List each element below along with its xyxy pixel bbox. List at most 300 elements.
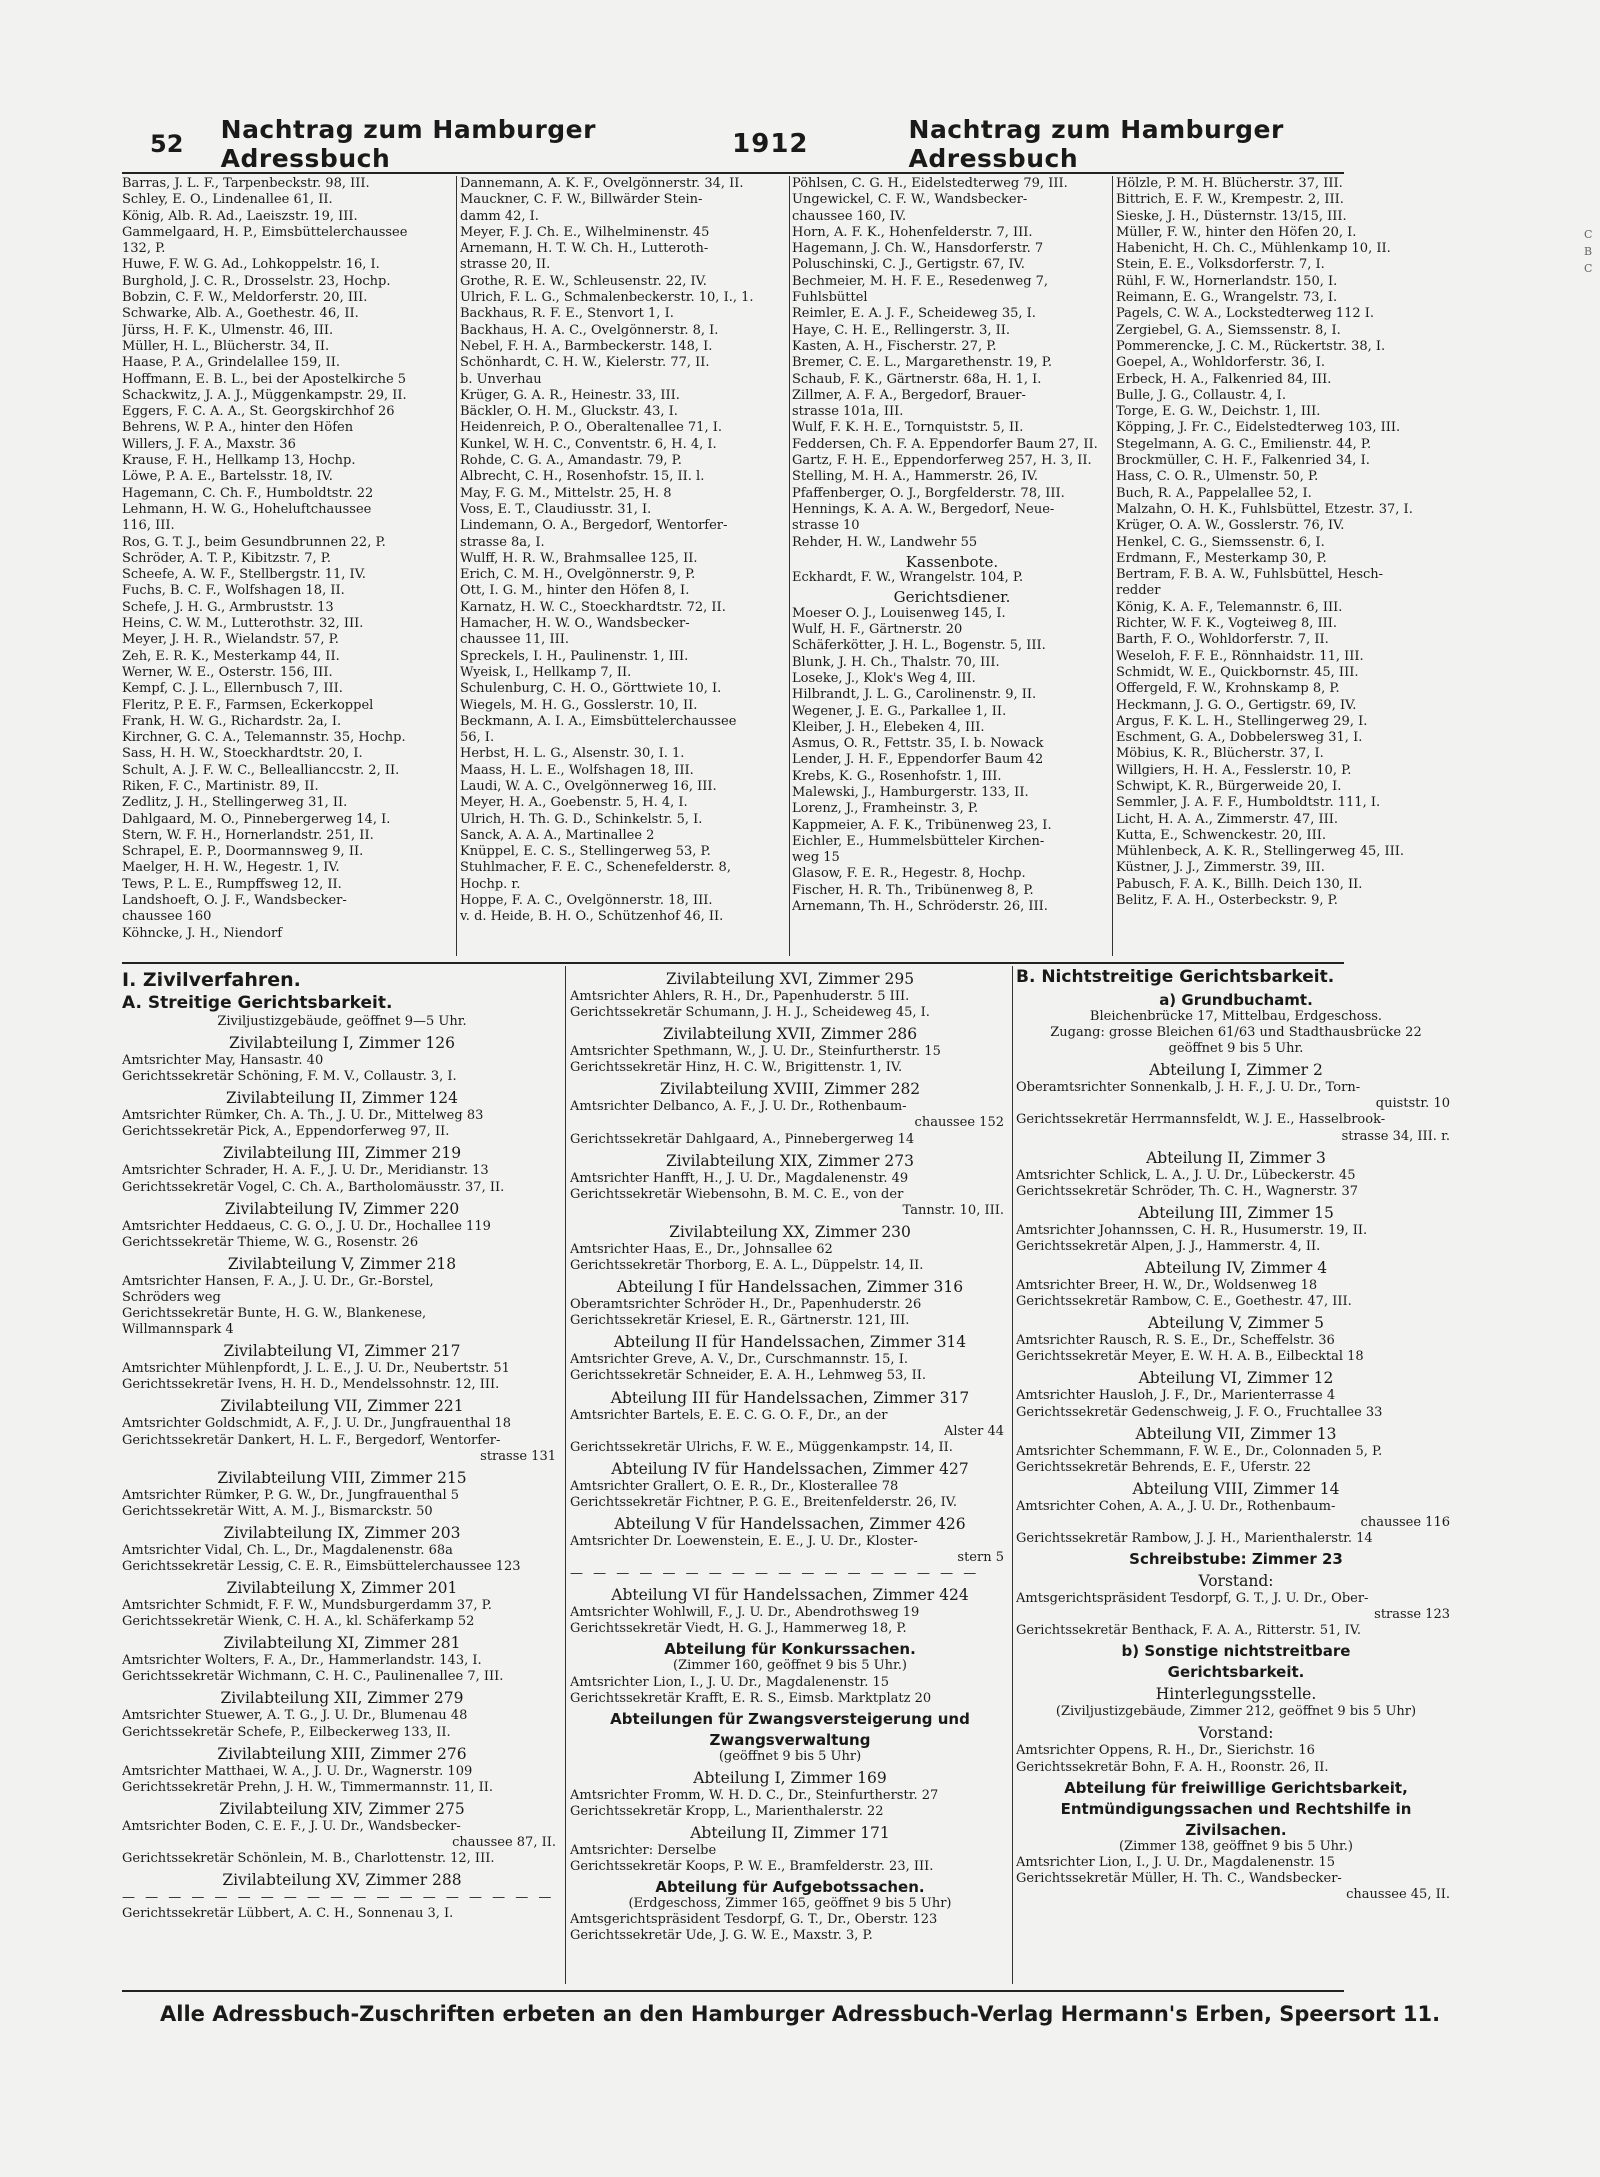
edge-fragment: C <box>1584 228 1593 241</box>
entry-line: Gerichtssekretär Thieme, W. G., Rosenstr. 26 <box>122 1234 419 1250</box>
entry-line: Schröder, A. T. P., Kibitzstr. 7, P. <box>122 550 332 566</box>
entry-line: Blunk, J. H. Ch., Thalstr. 70, III. <box>792 654 1000 670</box>
bold-heading: Schreibstube: Zimmer 23 <box>1129 1550 1343 1569</box>
entry-line: Bittrich, E. F. W., Krempestr. 2, III. <box>1116 192 1344 208</box>
entry-line: Laudi, W. A. C., Övelgönnerweg 16, III. <box>460 778 717 794</box>
entry-line: Amtsrichter Hanfft, H., J. U. Dr., Magdalenenstr. 49 <box>570 1170 909 1186</box>
entry-line: Oberamtsrichter Schröder H., Dr., Papenhuderstr. 26 <box>570 1297 922 1313</box>
subsection-heading: Abteilung I für Handelssachen, Zimmer 316 <box>616 1278 964 1297</box>
entry-line: Amtsrichter Rümker, Ch. A. Th., J. U. Dr., Mittelweg 83 <box>122 1108 484 1124</box>
entry-line: Brockmüller, C. H. F., Falkenried 34, I. <box>1116 453 1370 469</box>
entry-line: Gerichtssekretär Lessig, C. E. R., Eimsbüttelerchaussee 123 <box>122 1558 521 1574</box>
entry-line: Amtsrichter Stuewer, A. T. G., J. U. Dr., Blumenau 48 <box>122 1708 468 1724</box>
subsection-heading: Zivilabteilung IV, Zimmer 220 <box>224 1199 460 1218</box>
entry-line: Erich, C. M. H., Övelgönnerstr. 9, P. <box>460 567 696 583</box>
bold-heading: b) Sonstige nichtstreitbare <box>1121 1642 1351 1661</box>
entry-line: Herbst, H. L. G., Alsenstr. 30, I. 1. <box>460 746 685 762</box>
column-divider <box>1112 176 1113 956</box>
subsection-heading: Abteilung V für Handelssachen, Zimmer 426 <box>614 1514 966 1533</box>
column-divider <box>565 966 566 1984</box>
entry-line: Hagemann, C. Ch. F., Humboldtstr. 22 <box>122 485 374 501</box>
entry-line: Willers, J. F. A., Maxstr. 36 <box>122 436 296 452</box>
entry-line: Habenicht, H. Ch. C., Mühlenkamp 10, II. <box>1116 241 1391 257</box>
entry-line: Schäferkötter, J. H. L., Bogenstr. 5, III. <box>792 638 1046 654</box>
entry-line: Poluschinski, C. J., Gertigstr. 67, IV. <box>792 257 1025 273</box>
bold-heading: Gerichtsbarkeit. <box>1167 1663 1305 1682</box>
entry-line: Huwe, F. W. G. Ad., Lohkoppelstr. 16, I. <box>122 257 380 273</box>
entry-line: Amtsrichter Rümker, P. G. W., Dr., Jungfrauenthal 5 <box>122 1487 460 1503</box>
entry-line: b. Unverhau <box>460 371 542 387</box>
bold-heading: Abteilungen für Zwangsversteigerung und <box>610 1709 970 1728</box>
entry-line: Lorenz, J., Framheinstr. 3, P. <box>792 801 979 817</box>
subsection-heading: Zivilabteilung I, Zimmer 126 <box>229 1034 455 1053</box>
entry-line: Kleiber, J. H., Elebeken 4, III. <box>792 719 985 735</box>
subsection-heading: Zivilabteilung III, Zimmer 219 <box>222 1144 462 1163</box>
entry-line: Amtsrichter Grallert, O. E. R., Dr., Klosterallee 78 <box>570 1478 899 1494</box>
entry-line: Schrapel, E. P., Doormannsweg 9, II. <box>122 844 364 860</box>
entry-line: Gerichtssekretär Bunte, H. G. W., Blankenese, <box>122 1306 427 1322</box>
entry-line: Reimler, E. A. J. F., Scheideweg 35, I. <box>792 306 1036 322</box>
entry-line: Gerichtssekretär Lübbert, A. C. H., Sonnenau 3, I. <box>122 1906 454 1922</box>
entry-line: Gerichtssekretär Behrends, E. F., Uferstr. 22 <box>1016 1459 1311 1475</box>
entry-line: Mühlenbeck, A. K. R., Stellingerweg 45, III. <box>1116 844 1405 860</box>
subsection-heading: Zivilabteilung XI, Zimmer 281 <box>223 1634 461 1653</box>
subsection-heading: Abteilung V, Zimmer 5 <box>1147 1314 1325 1333</box>
directory-column-3 <box>792 176 1112 915</box>
subsection-heading: Abteilung IV, Zimmer 4 <box>1144 1259 1328 1278</box>
entry-line: Pabusch, F. A. K., Billh. Deich 130, II. <box>1116 876 1363 892</box>
entry-line: Schwarke, Alb. A., Goethestr. 46, II. <box>122 306 359 322</box>
entry-line: Nebel, F. H. A., Barmbeckerstr. 148, I. <box>460 338 713 354</box>
entry-line: Amtsrichter Vidal, Ch. L., Dr., Magdalenenstr. 68a <box>122 1542 453 1558</box>
entry-line: Gerichtssekretär Viedt, H. G. J., Hammerweg 18, P. <box>570 1621 907 1637</box>
entry-line: 56, I. <box>460 730 495 746</box>
division-heading: B. Nichtstreitige Gerichtsbarkeit. <box>1016 967 1335 987</box>
entry-line: strasse 10 <box>792 518 860 534</box>
entry-line: Stern, W. F. H., Hornerlandstr. 251, II. <box>122 827 374 843</box>
bold-heading: a) Grundbuchamt. <box>1159 991 1313 1009</box>
entry-line: Gerichtssekretär Benthack, F. A. A., Ritterstr. 51, IV. <box>1016 1623 1361 1639</box>
placeholder-dashes: — — — — — — — — — — — — — — — — — — — <box>122 1890 555 1906</box>
entry-line: Hoppe, F. A. C., Övelgönnerstr. 18, III. <box>460 893 713 909</box>
entry-line: Lender, J. H. F., Eppendorfer Baum 42 <box>792 752 1044 768</box>
placeholder-dashes: — — — — — — — — — — — — — — — — — — <box>570 1566 980 1582</box>
entry-line: Karnatz, H. W. C., Stoeckhardtstr. 72, II. <box>460 599 726 615</box>
directory-column-4 <box>1116 176 1446 909</box>
entry-line: Schefe, J. H. G., Armbruststr. 13 <box>122 599 334 615</box>
entry-line: Arnemann, Th. H., Schröderstr. 26, III. <box>792 899 1048 915</box>
entry-line: Amtsrichter Lion, I., J. U. Dr., Magdalenenstr. 15 <box>570 1674 890 1690</box>
entry-line: Spreckels, I. H., Paulinenstr. 1, III. <box>460 648 689 664</box>
entry-line: Amtsrichter Schrader, H. A. F., J. U. Dr., Meridianstr. 13 <box>122 1163 489 1179</box>
entry-line: Amtsrichter Wohlwill, F., J. U. Dr., Abendrothsweg 19 <box>570 1605 920 1621</box>
entry-line: Kempf, C. J. L., Ellernbusch 7, III. <box>122 681 343 697</box>
entry-line: Licht, H. A. A., Zimmerstr. 47, III. <box>1116 811 1339 827</box>
entry-line: Malzahn, O. H. K., Fuhlsbüttel, Etzestr. 37, I. <box>1116 501 1413 517</box>
entry-line: 132, P. <box>122 241 166 257</box>
entry-line: Wegener, J. E. G., Parkallee 1, II. <box>792 703 1007 719</box>
entry-line: Möbius, K. R., Blücherstr. 37, I. <box>1116 746 1324 762</box>
entry-line: König, Alb. R. Ad., Laeiszstr. 19, III. <box>122 208 358 224</box>
entry-line: Backhaus, H. A. C., Övelgönnerstr. 8, I. <box>460 322 719 338</box>
entry-line: Stein, E. E., Volksdorferstr. 7, I. <box>1116 257 1325 273</box>
running-title-left: Nachtrag zum Hamburger Adressbuch <box>220 115 596 173</box>
entry-line: Goepel, A., Wohldorferstr. 36, I. <box>1116 355 1326 371</box>
entry-line: Torge, E. G. W., Deichstr. 1, III. <box>1116 404 1321 420</box>
entry-line: Grothe, R. E. W., Schleusenstr. 22, IV. <box>460 273 707 289</box>
entry-line: Gerichtssekretär Wienk, C. H. A., kl. Schäferkamp 52 <box>122 1614 475 1630</box>
entry-line: Amtsrichter: Derselbe <box>570 1843 717 1858</box>
entry-line: Zillmer, A. F. A., Bergedorf, Brauer- <box>792 387 1026 403</box>
column-divider <box>1012 966 1013 1984</box>
subsection-heading: Vorstand: <box>1198 1724 1274 1743</box>
entry-line: Köhncke, J. H., Niendorf <box>122 925 283 941</box>
entry-line: Wyeisk, I., Hellkamp 7, II. <box>460 664 632 680</box>
entry-line: Gerichtssekretär Fichtner, P. G. E., Breitenfelderstr. 26, IV. <box>570 1494 958 1510</box>
entry-line: Jürss, H. F. K., Ulmenstr. 46, III. <box>122 322 334 338</box>
note-line: Bleichenbrücke 17, Mittelbau, Erdgeschoss. <box>1089 1009 1383 1024</box>
entry-line: Meyer, J. H. R., Wielandstr. 57, P. <box>122 632 339 648</box>
entry-line: Pommerencke, J. C. M., Rückertstr. 38, I. <box>1116 338 1386 354</box>
entry-line: König, K. A. F., Telemannstr. 6, III. <box>1116 599 1343 615</box>
entry-line: Gerichtssekretär Kriesel, E. R., Gärtnerstr. 121, III. <box>570 1313 910 1329</box>
entry-line: Amtsrichter Lion, I., J. U. Dr., Magdalenenstr. 15 <box>1016 1854 1336 1870</box>
entry-line: Zedlitz, J. H., Stellingerweg 31, II. <box>122 795 348 811</box>
entry-line: Gerichtssekretär Rambow, C. E., Goethestr. 47, III. <box>1016 1294 1352 1310</box>
entry-line: Bulle, J. G., Collaustr. 4, I. <box>1116 387 1286 403</box>
entry-line: Hamacher, H. W. O., Wandsbecker- <box>460 616 690 632</box>
entry-line: Asmus, O. R., Fettstr. 35, I. b. Nowack <box>792 736 1044 752</box>
directory-column-1 <box>122 176 457 942</box>
entry-line: damm 42, I. <box>460 208 539 224</box>
entry-line: Schröders weg <box>122 1289 221 1305</box>
entry-line: Feddersen, Ch. F. A. Eppendorfer Baum 27, II. <box>792 436 1098 452</box>
entry-line: Gerichtssekretär Ude, J. G. W. E., Maxstr. 3, P. <box>570 1928 873 1944</box>
entry-line: Zergiebel, G. A., Siemssenstr. 8, I. <box>1116 322 1341 338</box>
entry-line: Amtsrichter May, Hansastr. 40 <box>122 1053 324 1069</box>
subsection-heading: Gerichtsdiener. <box>893 588 1011 607</box>
entry-line: Erbeck, H. A., Falkenried 84, III. <box>1116 371 1332 387</box>
entry-line: Amtsrichter Matthaei, W. A., J. U. Dr., Wagnerstr. 109 <box>122 1763 473 1779</box>
subsection-heading: Abteilung VIII, Zimmer 14 <box>1132 1479 1340 1498</box>
entry-line: Erdmann, F., Mesterkamp 30, P. <box>1116 550 1327 566</box>
subsection-heading: Zivilabteilung VII, Zimmer 221 <box>220 1397 464 1416</box>
entry-line: Horn, A. F. K., Hohenfelderstr. 7, III. <box>792 224 1033 240</box>
entry-line: Ott, I. G. M., hinter den Höfen 8, I. <box>460 583 690 599</box>
entry-line: Haye, C. H. E., Rellingerstr. 3, II. <box>792 322 1011 338</box>
subsection-heading: Vorstand: <box>1198 1572 1274 1591</box>
subsection-heading: Zivilabteilung II, Zimmer 124 <box>225 1089 458 1108</box>
subsection-heading: Zivilabteilung XVII, Zimmer 286 <box>662 1025 918 1044</box>
entry-line: Amtsrichter Wolters, F. A., Dr., Hammerlandstr. 143, I. <box>122 1653 482 1669</box>
entry-line: Argus, F. K. L. H., Stellingerweg 29, I. <box>1116 713 1368 729</box>
entry-line: Amtsrichter Cohen, A. A., J. U. Dr., Rothenbaum- <box>1016 1498 1336 1514</box>
entry-line: Gerichtssekretär Schefe, P., Eilbeckerweg 133, II. <box>122 1724 451 1740</box>
entry-line: Bremer, C. E. L., Margarethenstr. 19, P. <box>792 355 1052 371</box>
entry-line: Amtsrichter Hausloh, J. F., Dr., Marienterrasse 4 <box>1016 1388 1336 1404</box>
entry-line: Landshoeft, O. J. F., Wandsbecker- <box>122 893 347 909</box>
entry-line: Scheefe, A. W. F., Stellbergstr. 11, IV. <box>122 567 366 583</box>
entry-line: Schwipt, K. R., Bürgerweide 20, I. <box>1116 778 1342 794</box>
entry-line: v. d. Heide, B. H. O., Schützenhof 46, II. <box>460 909 724 925</box>
entry-line: Heidenreich, P. O., Oberaltenallee 71, I. <box>460 420 722 436</box>
entry-line: Amtsrichter Dr. Loewenstein, E. E., J. U. Dr., Kloster- <box>570 1533 918 1549</box>
note-line: geöffnet 9 bis 5 Uhr. <box>1168 1041 1304 1057</box>
entry-line: Amtsrichter Goldschmidt, A. F., J. U. Dr., Jungfrauenthal 18 <box>122 1416 512 1432</box>
entry-line: Amtsrichter Boden, C. E. F., J. U. Dr., Wandsbecker- <box>122 1818 461 1834</box>
entry-line: Glasow, F. E. R., Hegestr. 8, Hochp. <box>792 866 1026 882</box>
entry-line: Ungewickel, C. F. W., Wandsbecker- <box>792 192 1028 208</box>
entry-line: Buch, R. A., Pappelallee 52, I. <box>1116 485 1312 501</box>
entry-line: Frank, H. W. G., Richardstr. 2a, I. <box>122 713 342 729</box>
entry-line: Richter, W. F. K., Vogteiweg 8, III. <box>1116 616 1338 632</box>
subsection-heading: Zivilabteilung XIV, Zimmer 275 <box>219 1799 465 1818</box>
entry-continuation: chaussee 152 <box>914 1115 1004 1131</box>
entry-line: Amtsrichter Bartels, E. E. C. G. O. F., Dr., an der <box>570 1407 888 1423</box>
entry-line: strasse 20, II. <box>460 257 551 273</box>
entry-continuation: Tannstr. 10, III. <box>902 1202 1004 1218</box>
entry-line: Müller, F. W., hinter den Höfen 20, I. <box>1116 224 1357 240</box>
note-line: Zugang: grosse Bleichen 61/63 und Stadthausbrücke 22 <box>1050 1025 1422 1041</box>
subsection-heading: Zivilabteilung XX, Zimmer 230 <box>669 1222 911 1241</box>
court-section-middle <box>570 966 1010 1944</box>
entry-line: Amtsrichter Schemmann, F. W. E., Dr., Colonnaden 5, P. <box>1016 1443 1383 1459</box>
entry-line: Semmler, J. A. F. F., Humboldtstr. 111, I. <box>1116 795 1381 811</box>
subsection-heading: Abteilung III, Zimmer 15 <box>1138 1203 1334 1222</box>
entry-line: Amtsrichter Spethmann, W., J. U. Dr., Steinfurtherstr. 15 <box>570 1044 941 1060</box>
entry-line: Wulff, H. R. W., Brahmsallee 125, II. <box>460 550 698 566</box>
entry-continuation: chaussee 45, II. <box>1346 1886 1450 1902</box>
entry-line: Gerichtssekretär Hinz, H. C. W., Brigittenstr. 1, IV. <box>570 1060 903 1076</box>
entry-line: Gerichtssekretär Dankert, H. L. F., Bergedorf, Wentorfer- <box>122 1432 501 1448</box>
bold-heading: Abteilung für Konkurssachen. <box>664 1640 916 1659</box>
subsection-heading: Zivilabteilung XIX, Zimmer 273 <box>666 1151 914 1170</box>
entry-line: Riken, F. C., Martinistr. 89, II. <box>122 778 319 794</box>
entry-line: Kunkel, W. H. C., Conventstr. 6, H. 4, I. <box>460 436 717 452</box>
entry-line: Offergeld, F. W., Krohnskamp 8, P. <box>1116 681 1340 697</box>
entry-line: Sass, H. H. W., Stoeckhardtstr. 20, I. <box>122 746 363 762</box>
subsection-heading: Abteilung VII, Zimmer 13 <box>1135 1424 1337 1443</box>
entry-line: Lindemann, O. A., Bergedorf, Wentorfer- <box>460 518 728 534</box>
entry-continuation: quiststr. 10 <box>1375 1096 1450 1112</box>
header-rule <box>122 172 1344 174</box>
entry-line: Schaub, F. K., Gärtnerstr. 68a, H. 1, I. <box>792 371 1042 387</box>
entry-line: Amtsrichter Haas, E., Dr., Johnsallee 62 <box>570 1241 833 1257</box>
entry-line: Haase, P. A., Grindelallee 159, II. <box>122 355 340 371</box>
entry-line: Gerichtssekretär Kropp, L., Marienthalerstr. 22 <box>570 1803 884 1819</box>
entry-line: Voss, E. T., Claudiusstr. 31, I. <box>460 501 652 517</box>
entry-line: Gerichtssekretär Schöning, F. M. V., Collaustr. 3, I. <box>122 1069 457 1085</box>
entry-line: Gerichtssekretär Rambow, J. J. H., Marienthalerstr. 14 <box>1016 1530 1373 1546</box>
entry-line: Amtsrichter Greve, A. V., Dr., Curschmannstr. 15, I. <box>570 1352 908 1368</box>
entry-line: Amtsrichter Ahlers, R. H., Dr., Papenhuderstr. 5 III. <box>570 989 910 1004</box>
note-line: (geöffnet 9 bis 5 Uhr) <box>718 1748 862 1764</box>
entry-line: Schulenburg, C. H. O., Görttwiete 10, I. <box>460 681 722 697</box>
entry-line: Malewski, J., Hamburgerstr. 133, II. <box>792 784 1029 800</box>
entry-line: Löwe, P. A. E., Bartelsstr. 18, IV. <box>122 469 333 485</box>
entry-line: Wulf, F. K. H. E., Tornquiststr. 5, II. <box>792 420 1024 436</box>
entry-line: Amtsrichter Oppens, R. H., Dr., Sierichstr. 16 <box>1016 1743 1315 1759</box>
entry-line: Gerichtssekretär Gedenschweig, J. F. O., Fruchtallee 33 <box>1016 1404 1383 1420</box>
entry-line: Hagemann, J. Ch. W., Hansdorferstr. 7 <box>792 241 1044 257</box>
edge-fragment: B <box>1584 245 1593 258</box>
subsection-heading: Zivilabteilung VIII, Zimmer 215 <box>217 1468 467 1487</box>
entry-line: Zeh, E. R. K., Mesterkamp 44, II. <box>122 648 340 664</box>
entry-continuation: strasse 123 <box>1374 1607 1450 1623</box>
entry-line: chaussee 160, IV. <box>792 208 907 224</box>
note-line: (Zimmer 138, geöffnet 9 bis 5 Uhr.) <box>1119 1838 1353 1854</box>
entry-line: Meyer, H. A., Goebenstr. 5, H. 4, I. <box>460 795 688 811</box>
entry-continuation: stern 5 <box>957 1550 1004 1566</box>
entry-line: Amtsrichter Delbanco, A. F., J. U. Dr., Rothenbaum- <box>570 1099 907 1115</box>
entry-line: Amtsrichter Schlick, L. A., J. U. Dr., Lübeckerstr. 45 <box>1016 1167 1356 1183</box>
entry-line: Gerichtssekretär Herrmannsfeldt, W. J. E., Hasselbrook- <box>1016 1112 1386 1128</box>
entry-line: Eschment, G. A., Dobbelersweg 31, I. <box>1116 730 1363 746</box>
entry-continuation: strasse 131 <box>480 1448 556 1464</box>
entry-line: Ulrich, H. Th. G. D., Schinkelstr. 5, I. <box>460 811 703 827</box>
entry-line: Wulf, H. F., Gärtnerstr. 20 <box>792 622 963 638</box>
entry-line: Amtsrichter Rausch, R. S. E., Dr., Scheffelstr. 36 <box>1016 1333 1335 1349</box>
subsection-heading: Abteilung I, Zimmer 2 <box>1149 1061 1323 1080</box>
entry-line: Amtsrichter Fromm, W. H. D. C., Dr., Steinfurtherstr. 27 <box>570 1787 939 1803</box>
entry-line: Stegelmann, A. G. C., Emilienstr. 44, P. <box>1116 436 1372 452</box>
subsection-heading: Zivilabteilung XV, Zimmer 288 <box>222 1871 462 1890</box>
entry-line: Dannemann, A. K. F., Övelgönnerstr. 34, II. <box>460 176 744 191</box>
column-divider <box>789 176 790 956</box>
page-number: 52 <box>150 130 184 158</box>
entry-line: Arnemann, H. T. W. Ch. H., Lutteroth- <box>460 241 709 257</box>
note-line: Ziviljustizgebäude, geöffnet 9—5 Uhr. <box>217 1014 467 1029</box>
entry-line: Pöhlsen, C. G. H., Eidelstedterweg 79, III. <box>792 176 1068 191</box>
entry-line: Gerichtssekretär Witt, A. M. J., Bismarckstr. 50 <box>122 1503 433 1519</box>
entry-line: Knüppel, E. C. S., Stellingerweg 53, P. <box>460 844 711 860</box>
entry-line: weg 15 <box>792 850 840 866</box>
note-line: (Ziviljustizgebäude, Zimmer 212, geöffnet 9 bis 5 Uhr) <box>1055 1704 1417 1720</box>
note-line: (Erdgeschoss, Zimmer 165, geöffnet 9 bis 5 Uhr) <box>628 1896 952 1912</box>
entry-line: Fuhlsbüttel <box>792 290 868 306</box>
entry-line: Krebs, K. G., Rosenhofstr. 1, III. <box>792 768 1002 784</box>
entry-line: Oberamtsrichter Sonnenkalb, J. H. F., J. U. Dr., Torn- <box>1016 1080 1361 1096</box>
entry-line: Gerichtssekretär Pick, A., Eppendorferweg 97, II. <box>122 1124 450 1140</box>
running-title-right: Nachtrag zum Hamburger Adressbuch <box>908 115 1284 173</box>
entry-line: Rohde, C. G. A., Amandastr. 79, P. <box>460 453 682 469</box>
entry-line: redder <box>1116 583 1161 599</box>
entry-line: Behrens, W. P. A., hinter den Höfen <box>122 420 354 436</box>
entry-continuation: chaussee 87, II. <box>452 1834 556 1850</box>
entry-line: chaussee 160 <box>122 909 212 925</box>
subsection-heading: Zivilabteilung XVI, Zimmer 295 <box>665 970 915 988</box>
bold-heading: Zivilsachen. <box>1185 1820 1287 1839</box>
publisher-notice: Alle Adressbuch-Zuschriften erbeten an den Hamburger Adressbuch-Verlag Hermann's Erben, Speersort 11. <box>160 2002 1441 2026</box>
entry-line: strasse 8a, I. <box>460 534 545 550</box>
entry-line: Müller, H. L., Blücherstr. 34, II. <box>122 338 330 354</box>
entry-line: Maelger, H. H. W., Hegestr. 1, IV. <box>122 860 340 876</box>
entry-line: Krüger, G. A. R., Heinestr. 33, III. <box>460 387 680 403</box>
entry-line: Maass, H. L. E., Wolfshagen 18, III. <box>460 762 694 778</box>
entry-line: Hölzle, P. M. H. Blücherstr. 37, III. <box>1116 176 1343 191</box>
entry-continuation: Alster 44 <box>943 1423 1004 1439</box>
entry-line: Amtsgerichtspräsident Tesdorpf, G. T., J. U. Dr., Ober- <box>1016 1591 1369 1607</box>
entry-line: Schackwitz, J. A. J., Müggenkampstr. 29, II. <box>122 387 407 403</box>
subsection-heading: Abteilung II, Zimmer 3 <box>1146 1148 1326 1167</box>
entry-line: Amtsrichter Mühlenpfordt, J. L. E., J. U. Dr., Neubertstr. 51 <box>122 1361 510 1377</box>
entry-line: Pagels, C. W. A., Lockstedterweg 112 I. <box>1116 306 1375 322</box>
entry-line: Gerichtssekretär Schönlein, M. B., Charlottenstr. 12, III. <box>122 1851 495 1866</box>
entry-line: Gerichtssekretär Prehn, J. H. W., Timmermannstr. 11, II. <box>122 1779 494 1795</box>
page-year: 1912 <box>732 129 809 159</box>
subsection-heading: Zivilabteilung VI, Zimmer 217 <box>223 1342 461 1361</box>
subsection-heading: Abteilung IV für Handelssachen, Zimmer 427 <box>611 1459 969 1478</box>
entry-line: Amtsgerichtspräsident Tesdorpf, G. T., Dr., Oberstr. 123 <box>570 1912 938 1928</box>
entry-line: Eichler, E., Hummelsbütteler Kirchen- <box>792 833 1045 849</box>
subsection-heading: Zivilabteilung X, Zimmer 201 <box>226 1579 458 1598</box>
entry-line: Weseloh, F. F. E., Rönnhaidstr. 11, III. <box>1116 648 1364 664</box>
entry-line: Hass, C. O. R., Ulmenstr. 50, P. <box>1116 469 1319 485</box>
entry-line: Meyer, F. J. Ch. E., Wilhelminenstr. 45 <box>460 224 710 240</box>
entry-line: Beckmann, A. I. A., Eimsbüttelerchaussee <box>460 713 737 729</box>
entry-line: Hochp. r. <box>460 876 521 892</box>
entry-line: Bäckler, O. H. M., Gluckstr. 43, I. <box>460 404 678 420</box>
entry-line: Fischer, H. R. Th., Tribünenweg 8, P. <box>792 882 1034 898</box>
entry-line: Gerichtssekretär Ivens, H. H. D., Mendelssohnstr. 12, III. <box>122 1377 500 1393</box>
entry-line: Wiegels, M. H. G., Gosslerstr. 10, II. <box>460 697 698 713</box>
entry-line: Kirchner, G. C. A., Telemannstr. 35, Hochp. <box>122 730 406 746</box>
entry-line: Gerichtssekretär Thorborg, E. A. L., Düppelstr. 14, II. <box>570 1258 924 1274</box>
entry-line: Barras, J. L. F., Tarpenbeckstr. 98, III. <box>122 176 370 191</box>
court-section-left <box>122 966 562 1922</box>
bold-heading: Zwangsverwaltung <box>709 1730 871 1749</box>
entry-line: Pfaffenberger, O. J., Borgfelderstr. 78, III. <box>792 485 1065 501</box>
entry-line: Hilbrandt, J. L. G., Carolinenstr. 9, II. <box>792 687 1037 703</box>
entry-line: Gerichtssekretär Vogel, C. Ch. A., Bartholomäusstr. 37, II. <box>122 1179 505 1195</box>
entry-line: Mauckner, C. F. W., Billwärder Stein- <box>460 192 703 208</box>
entry-line: Kutta, E., Schwenckestr. 20, III. <box>1116 827 1327 843</box>
bold-heading: Entmündigungssachen und Rechtshilfe in <box>1060 1799 1412 1818</box>
subsection-heading: Zivilabteilung V, Zimmer 218 <box>227 1254 457 1273</box>
entry-line: Gerichtssekretär Schumann, J. H. J., Scheideweg 45, I. <box>570 1005 930 1021</box>
entry-line: Amtsrichter Hansen, F. A., J. U. Dr., Gr.-Borstel, <box>122 1273 434 1289</box>
entry-line: Schönhardt, C. H. W., Kielerstr. 77, II. <box>460 355 710 371</box>
entry-line: Köpping, J. Fr. C., Eidelstedterweg 103, III. <box>1116 420 1401 436</box>
entry-line: Backhaus, R. F. E., Stenvort 1, I. <box>460 306 674 322</box>
entry-line: Gerichtssekretär Schröder, Th. C. H., Wagnerstr. 37 <box>1016 1183 1358 1199</box>
entry-line: Schmidt, W. E., Quickbornstr. 45, III. <box>1116 664 1359 680</box>
subsection-heading: Abteilung III für Handelssachen, Zimmer 317 <box>610 1388 970 1407</box>
entry-line: Fuchs, B. C. F., Wolfshagen 18, II. <box>122 583 345 599</box>
entry-line: Gerichtssekretär Wiebensohn, B. M. C. E., von der <box>570 1186 904 1202</box>
entry-line: Willgiers, H. H. A., Fesslerstr. 10, P. <box>1116 762 1352 778</box>
entry-line: Amtsrichter Schmidt, F. F. W., Mundsburgerdamm 37, P. <box>122 1598 492 1614</box>
entry-line: Ulrich, F. L. G., Schmalenbeckerstr. 10, I., 1. <box>460 290 754 306</box>
entry-line: Ros, G. T. J., beim Gesundbrunnen 22, P. <box>122 534 386 550</box>
entry-line: Eggers, F. C. A. A., St. Georgskirchhof 26 <box>122 404 395 420</box>
main-heading: I. Zivilverfahren. <box>122 969 301 991</box>
entry-line: chaussee 11, III. <box>460 632 569 648</box>
entry-line: Bechmeier, M. H. F. E., Resedenweg 7, <box>792 273 1049 289</box>
column-divider <box>456 176 457 956</box>
entry-line: Schult, A. J. F. W. C., Belleallianccstr. 2, II. <box>122 762 400 778</box>
directory-column-2 <box>460 176 795 926</box>
entry-line: Gerichtssekretär Meyer, E. W. H. A. B., Eilbecktal 18 <box>1016 1349 1364 1365</box>
subsection-heading: Kassenbote. <box>905 552 999 571</box>
subsection-heading: Zivilabteilung XVIII, Zimmer 282 <box>659 1080 921 1099</box>
entry-line: Amtsrichter Breer, H. W., Dr., Woldsenweg 18 <box>1016 1278 1318 1294</box>
footer-rule <box>122 1990 1344 1992</box>
entry-line: Heins, C. W. M., Lutterothstr. 32, III. <box>122 616 364 632</box>
subsection-heading: Abteilung VI, Zimmer 12 <box>1138 1369 1334 1388</box>
entry-line: Gerichtssekretär Krafft, E. R. S., Eimsb. Marktplatz 20 <box>570 1690 932 1706</box>
page-header <box>150 115 1330 173</box>
